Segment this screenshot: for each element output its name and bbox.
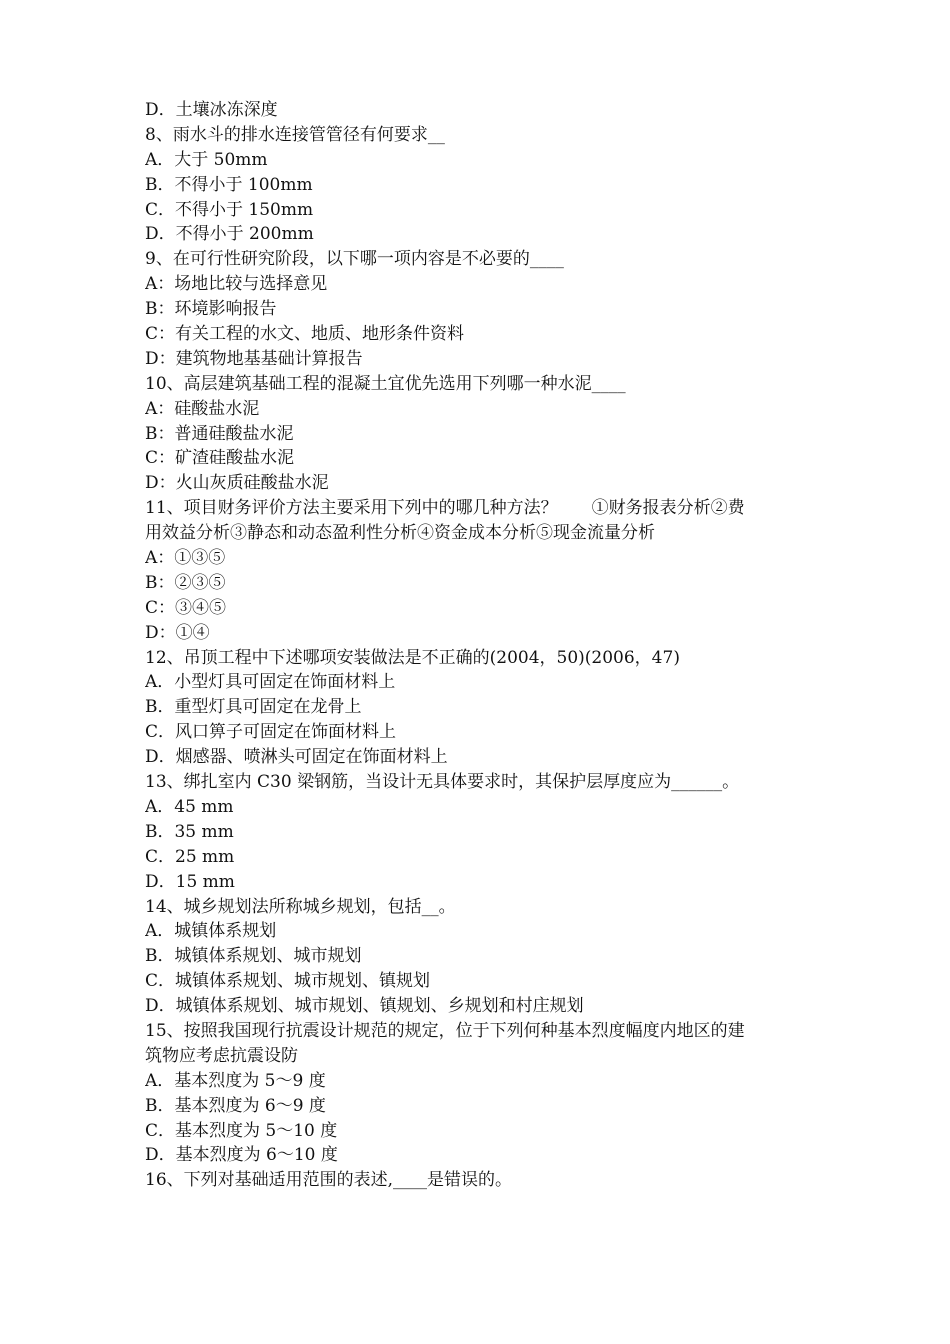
question-line: 16、下列对基础适用范围的表述,____是错误的。 <box>145 1170 513 1191</box>
option-line: C．城镇体系规划、城市规划、镇规划 <box>145 971 431 992</box>
option-line: B．城镇体系规划、城市规划 <box>145 946 362 967</box>
option-line: C．不得小于 150mm <box>145 199 314 220</box>
question-line: 15、按照我国现行抗震设计规范的规定，位于下列何种基本烈度幅度内地区的建 <box>145 1020 745 1041</box>
question-line-continued: 用效益分析③静态和动态盈利性分析④资金成本分析⑤现金流量分析 <box>145 523 655 544</box>
option-line: A．基本烈度为 5～9 度 <box>145 1070 326 1091</box>
option-line: D．土壤冰冻深度 <box>145 100 278 120</box>
option-line: B．基本烈度为 6～9 度 <box>145 1095 326 1116</box>
option-line: D．基本烈度为 6～10 度 <box>145 1145 338 1166</box>
question-line: 13、绑扎室内 C30 梁钢筋，当设计无具体要求时，其保护层厚度应为______。 <box>145 772 740 793</box>
option-line: A．大于 50mm <box>145 149 268 170</box>
option-line: D．烟感器、喷淋头可固定在饰面材料上 <box>145 747 448 768</box>
option-line: D：建筑物地基基础计算报告 <box>145 348 363 369</box>
option-line: A：场地比较与选择意见 <box>145 274 328 295</box>
question-line: 14、城乡规划法所称城乡规划，包括__。 <box>145 896 456 917</box>
question-line: 11、项目财务评价方法主要采用下列中的哪几种方法？ ①财务报表分析②费 <box>145 498 745 519</box>
question-line: 12、吊顶工程中下述哪项安装做法是不正确的(2004，50)(2006，47) <box>145 647 680 668</box>
option-line: A．小型灯具可固定在饰面材料上 <box>145 672 396 693</box>
option-line: B．不得小于 100mm <box>145 174 313 195</box>
option-line: C：有关工程的水文、地质、地形条件资料 <box>145 324 465 345</box>
question-line: 10、高层建筑基础工程的混凝土宜优先选用下列哪一种水泥____ <box>145 373 626 394</box>
option-line: B：环境影响报告 <box>145 299 277 320</box>
option-line: B：普通硅酸盐水泥 <box>145 423 294 444</box>
option-line: D：①④ <box>145 622 210 643</box>
option-line: A．45 mm <box>145 796 234 817</box>
option-line: A：硅酸盐水泥 <box>145 398 260 419</box>
option-line: C．基本烈度为 5～10 度 <box>145 1120 338 1141</box>
question-line: 8、雨水斗的排水连接管管径有何要求__ <box>145 124 445 145</box>
option-line: B．35 mm <box>145 821 234 842</box>
option-line: B：②③⑤ <box>145 572 226 593</box>
option-line: D．不得小于 200mm <box>145 224 314 245</box>
option-line: D：火山灰质硅酸盐水泥 <box>145 473 329 494</box>
question-text-block <box>145 98 810 1193</box>
option-line: D．城镇体系规划、城市规划、镇规划、乡规划和村庄规划 <box>145 996 584 1017</box>
option-line: C：矿渣硅酸盐水泥 <box>145 448 295 469</box>
option-line: C．风口箅子可固定在饰面材料上 <box>145 722 397 743</box>
option-line: C：③④⑤ <box>145 597 227 618</box>
option-line: A．城镇体系规划 <box>145 921 277 942</box>
option-line: A：①③⑤ <box>145 548 226 569</box>
option-line: B．重型灯具可固定在龙骨上 <box>145 697 362 718</box>
option-line: D．15 mm <box>145 871 235 892</box>
option-line: C．25 mm <box>145 846 235 867</box>
question-line-continued: 筑物应考虑抗震设防 <box>145 1045 298 1066</box>
question-line: 9、在可行性研究阶段，以下哪一项内容是不必要的____ <box>145 249 564 270</box>
